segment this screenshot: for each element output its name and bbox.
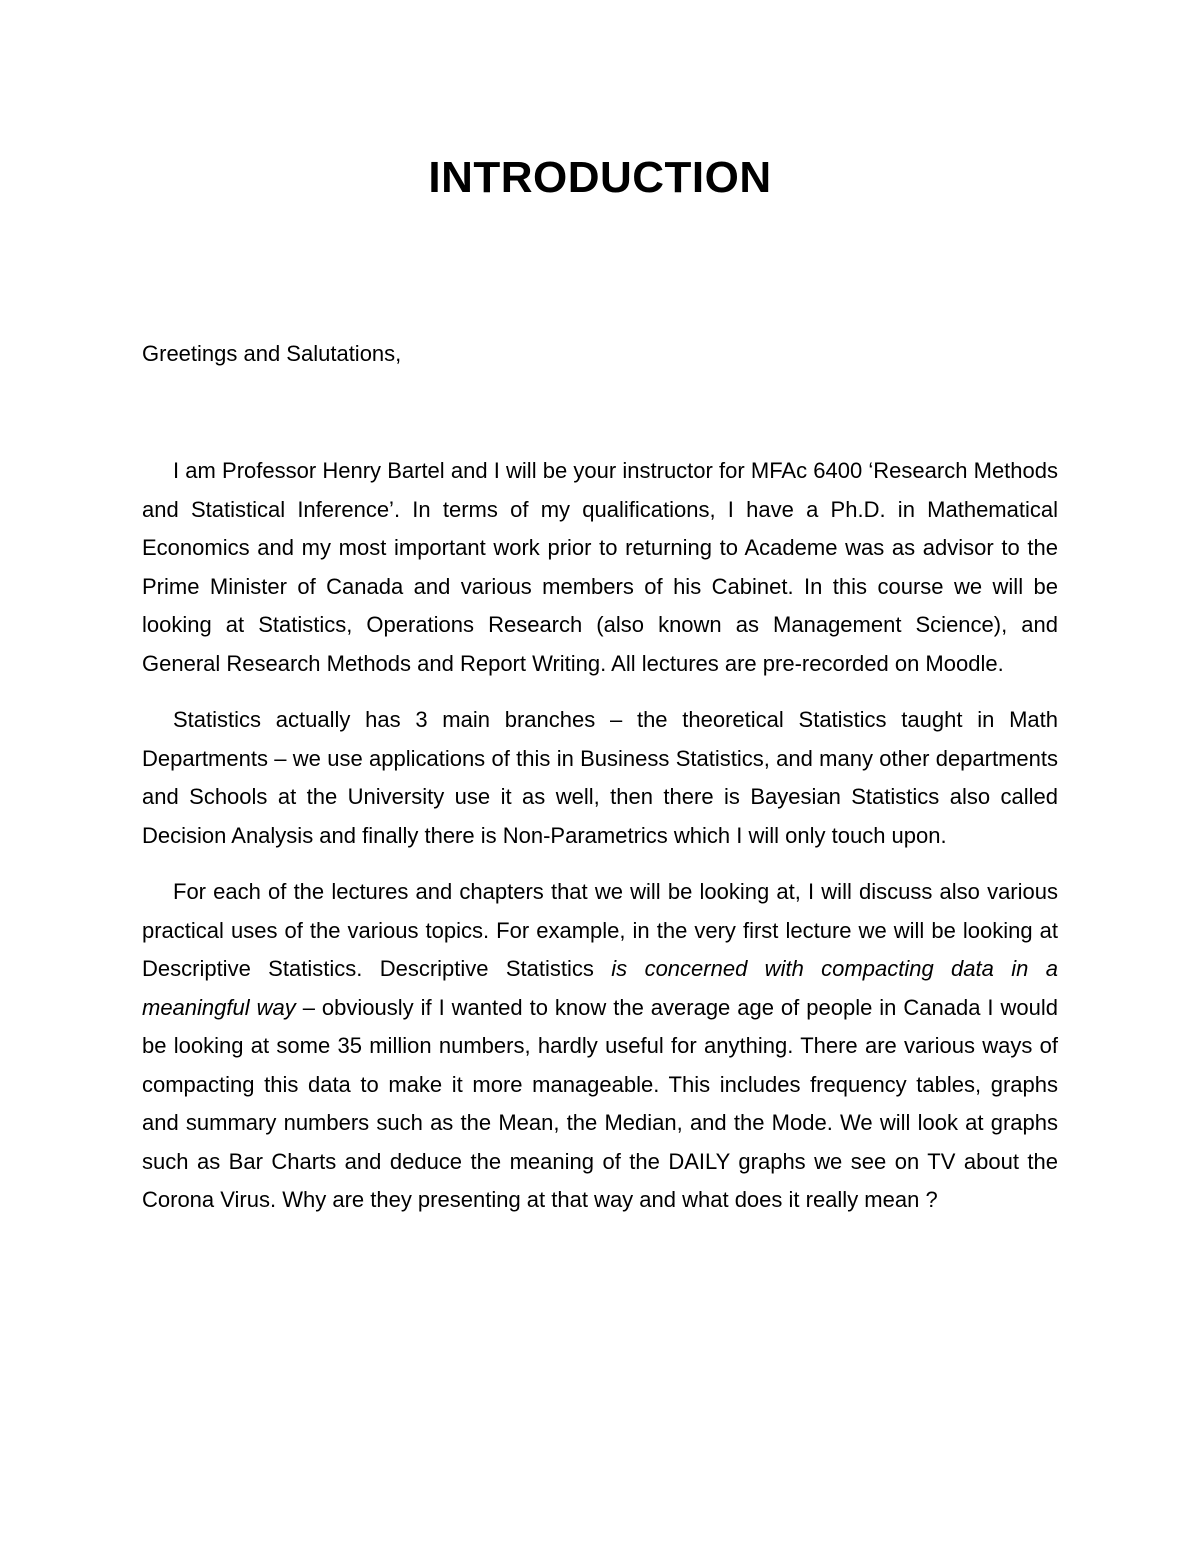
paragraph-statistics-branches: Statistics actually has 3 main branches – the theoretical Statistics taught in Math Departments – we use applications of this in Business Statistics, and many other departments and Schools at the University use it as well, then there is Bayesian Statistics also called Decision Analysis and finally there is Non-Parametrics which I will only touch upon.	[142, 707, 1058, 848]
paragraph-instructor-intro: I am Professor Henry Bartel and I will be your instructor for MFAc 6400 ‘Research Methods and Statistical Inference’. In terms of my qualifications, I have a Ph.D. in Mathematical Economics and my most important work prior to returning to Academe was as advisor to the Prime Minister of Canada and various members of his Cabinet. In this course we will be looking at Statistics, Operations Research (also known as Management Science), and General Research Methods and Report Writing. All lectures are pre-recorded on Moodle.	[142, 458, 1058, 676]
paragraph-italic-definition: is concerned with compacting data in a meaningful way	[142, 956, 1058, 1020]
paragraph-text-after: – obviously if I wanted to know the average age of people in Canada I would be looking at some 35 million numbers, hardly useful for anything. There are various ways of compacting this data to make it more manageable. This includes frequency tables, graphs and summary numbers such as the Mean, the Median, and the Mode. We will look at graphs such as Bar Charts and deduce the meaning of the DAILY graphs we see on TV about the Corona Virus. Why are they presenting at that way and what does it really mean ?	[142, 994, 1058, 1212]
document-body	[142, 452, 1058, 1220]
page-title: INTRODUCTION	[428, 153, 772, 202]
paragraph-descriptive-statistics	[142, 873, 1058, 1220]
paragraph-text-before: For each of the lectures and chapters that we will be looking at, I will discuss also various practical uses of the various topics. For example, in the very first lecture we will be looking at Descriptive Statistics. Descriptive Statistics	[142, 879, 1058, 981]
greeting-line: Greetings and Salutations,	[142, 341, 402, 366]
